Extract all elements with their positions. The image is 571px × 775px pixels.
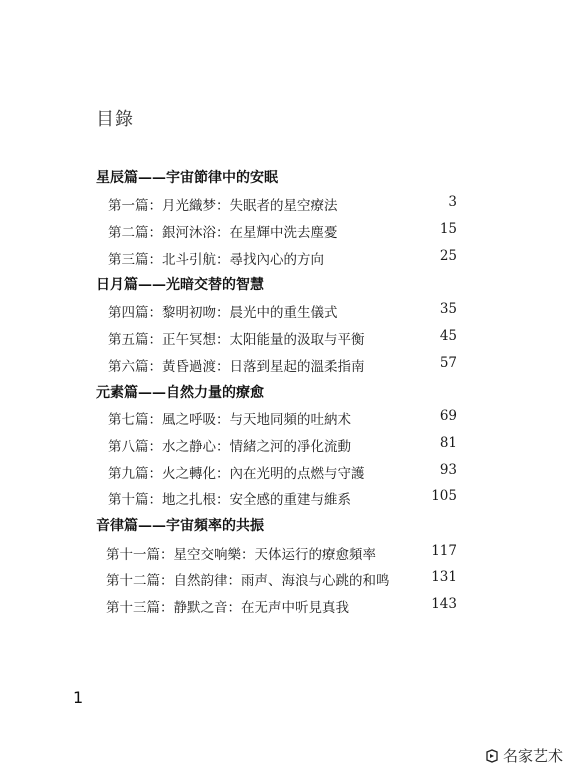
toc-entry-label: 第六篇：黃昏過渡：日落到星起的溫柔指南 (108, 359, 365, 375)
toc-entry-page: 69 (439, 408, 457, 424)
toc-entry[interactable] (0, 569, 571, 589)
toc-entry-page: 143 (431, 596, 457, 612)
toc-entry-label: 第九篇：火之轉化：內在光明的点燃与守護 (108, 466, 365, 482)
toc-entry-page: 25 (439, 248, 457, 264)
toc-entry-page: 35 (439, 301, 457, 317)
toc-entry-label: 第十二篇：自然韵律：雨声、海浪与心跳的和鸣 (106, 573, 390, 589)
toc-section-heading[interactable]: 日月篇——光暗交替的智慧 (96, 277, 264, 293)
toc-entry-label: 第三篇：北斗引航：尋找內心的方向 (108, 252, 324, 268)
toc-entry[interactable] (0, 596, 571, 616)
toc-entry-label: 第二篇：銀河沐浴：在星輝中洗去塵憂 (108, 225, 338, 241)
toc-entry-label: 第七篇：風之呼吸：与天地同頻的吐納术 (108, 412, 351, 428)
toc-entry[interactable] (0, 488, 571, 508)
toc-entry[interactable] (0, 462, 571, 482)
toc-entry[interactable] (0, 221, 571, 241)
toc-entry-label: 第四篇：黎明初吻：晨光中的重生儀式 (108, 305, 338, 321)
page-number: 1 (73, 688, 84, 707)
toc-entry-page: 105 (431, 488, 457, 504)
toc-entry[interactable] (0, 328, 571, 348)
toc-entry-page: 93 (439, 462, 457, 478)
toc-entry[interactable] (0, 408, 571, 428)
toc-entry[interactable] (0, 543, 571, 563)
toc-section-heading[interactable]: 元素篇——自然力量的療愈 (96, 385, 264, 401)
toc-entry-page: 15 (439, 221, 457, 237)
toc-entry-label: 第十三篇：静默之音：在无声中听見真我 (106, 600, 349, 616)
page-title: 目錄 (96, 109, 134, 130)
toc-entry-page: 131 (431, 569, 457, 585)
toc-entry[interactable] (0, 194, 571, 214)
toc-entry-page: 45 (439, 328, 457, 344)
toc-entry-label: 第十一篇：星空交响樂：天体运行的療愈頻率 (106, 547, 376, 563)
toc-entry-page: 3 (448, 194, 457, 210)
toc-entry-page: 117 (431, 543, 457, 559)
toc-entry-page: 57 (439, 355, 457, 371)
toc-entry-label: 第八篇：水之静心：情緒之河的凈化流動 (108, 439, 351, 455)
toc-entry[interactable] (0, 248, 571, 268)
toc-entry-page: 81 (439, 435, 457, 451)
toc-entry[interactable] (0, 355, 571, 375)
toc-entry[interactable] (0, 301, 571, 321)
toc-entry-label: 第一篇：月光織梦：失眠者的星空療法 (108, 198, 338, 214)
toc-entry[interactable] (0, 435, 571, 455)
watermark-logo-icon (485, 749, 499, 763)
watermark (485, 745, 563, 766)
toc-section-heading[interactable]: 音律篇——宇宙頻率的共振 (96, 518, 264, 534)
toc-section-heading[interactable]: 星辰篇——宇宙節律中的安眠 (96, 170, 278, 186)
toc-entry-label: 第五篇：正午冥想：太阳能量的汲取与平衡 (108, 332, 365, 348)
toc-entry-label: 第十篇：地之扎根：安全感的重建与維系 (108, 492, 351, 508)
watermark-text: 名家艺术 (502, 747, 563, 765)
